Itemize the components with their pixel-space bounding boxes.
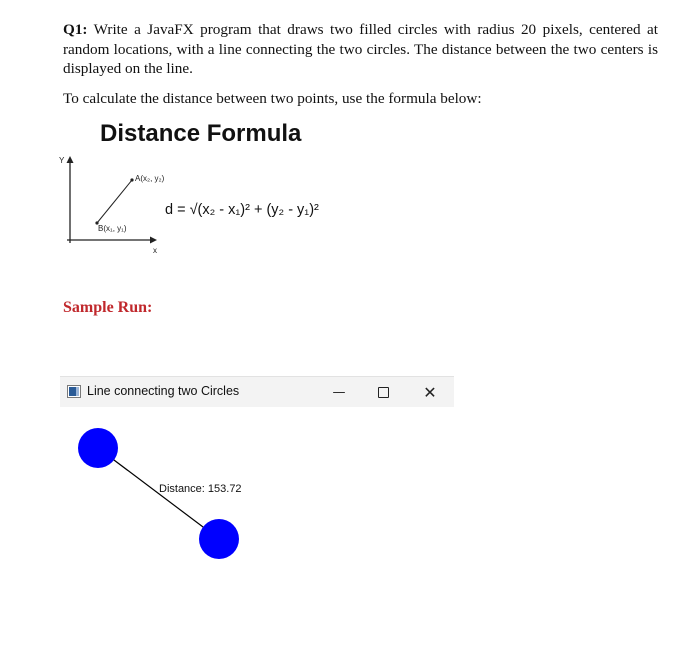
question-text: Write a JavaFX program that draws two filled circles with radius 20 pixels, centered at random locations, with a line connecting the two circles. The distance between the two centers is displayed on the line. [63, 21, 658, 77]
x-axis-label: x [153, 246, 157, 255]
formula-expression: d = √(x₂ - x₁)² + (y₂ - y₁)² [165, 202, 319, 218]
close-button[interactable] [408, 377, 452, 407]
close-icon: ✕ [423, 382, 437, 402]
distance-formula-diagram [55, 150, 355, 265]
y-axis-label: Y [59, 156, 65, 165]
app-window [60, 376, 454, 576]
circle-1 [78, 428, 118, 468]
sample-run-label: Sample Run: [63, 299, 153, 316]
x-axis-arrow [150, 237, 157, 244]
java-app-icon [67, 385, 81, 398]
minimize-button[interactable] [317, 377, 361, 407]
point-a-dot [130, 178, 133, 181]
y-axis-arrow [67, 156, 74, 163]
maximize-icon [378, 387, 389, 398]
circle-2 [199, 519, 239, 559]
connecting-segment [97, 180, 132, 223]
point-a-label: A(x₂, y₂) [135, 174, 165, 183]
window-title: Line connecting two Circles [87, 384, 240, 398]
formula-title: Distance Formula [100, 120, 302, 147]
point-b-label: B(x₁, y₁) [98, 224, 127, 233]
question-paragraph [63, 20, 658, 79]
minimize-icon: — [332, 384, 346, 400]
window-canvas [60, 406, 454, 576]
maximize-button[interactable] [361, 377, 405, 407]
distance-label: Distance: 153.72 [159, 483, 242, 495]
formula-intro-text: To calculate the distance between two points, use the formula below: [63, 90, 482, 107]
window-titlebar[interactable] [60, 376, 454, 407]
question-label: Q1: [63, 21, 88, 38]
